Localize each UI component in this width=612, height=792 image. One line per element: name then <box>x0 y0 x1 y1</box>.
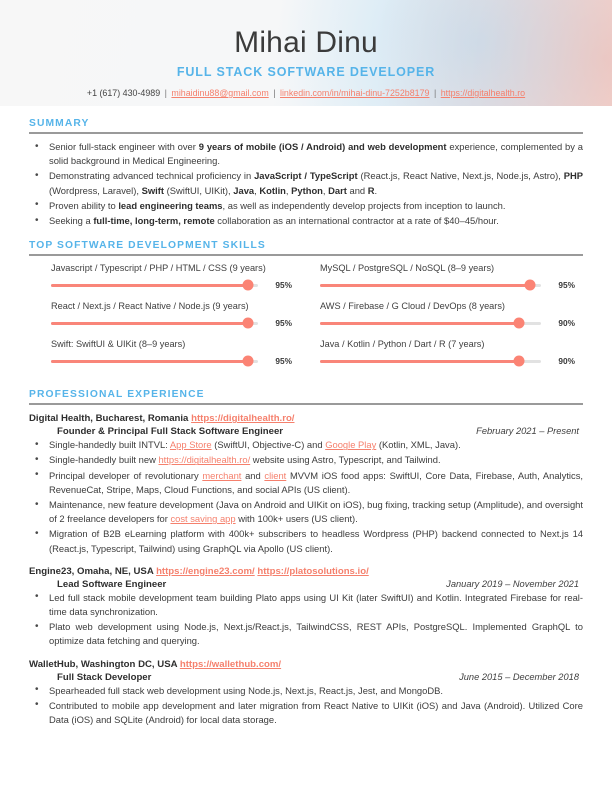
skill-bar-row <box>51 318 292 328</box>
skill-slider-knob[interactable] <box>242 318 253 329</box>
skill-percent-label: 95% <box>558 280 575 291</box>
plain-text: Single-handedly built new <box>49 454 159 466</box>
email-link[interactable]: mihaidinu88@gmail.com <box>171 88 269 98</box>
emphasis-text: 9 years of mobile (iOS / Android) and web development <box>198 141 447 152</box>
skill-slider-fill <box>51 360 248 363</box>
skills-grid <box>29 263 583 377</box>
job-dates: January 2019 – November 2021 <box>446 578 579 589</box>
plain-text: (Wordpress, Laravel), <box>49 184 142 196</box>
plain-text: Plato web development using Node.js, Next.js/React.js, TailwindCSS, REST APIs, PostgreSQL. Implemented GraphQL to optimize data fetching and querying. <box>49 621 583 647</box>
section-title-summary: SUMMARY <box>29 118 90 129</box>
plain-text: Senior full-stack engineer with over <box>49 141 199 152</box>
job-title-row <box>29 579 583 590</box>
skill-item <box>320 339 575 366</box>
experience-entry <box>29 658 583 728</box>
section-title-experience: PROFESSIONAL EXPERIENCE <box>29 389 205 401</box>
skill-bar-row <box>320 356 575 366</box>
plain-text: MVVM iOS food apps: SwiftUI, Core Data, Firebase, Auth, Analytics, RevenueCat, Stripe, Maps, Cloud Functions, and social APIs (US client). <box>49 469 583 495</box>
skill-label: MySQL / PostgreSQL / NoSQL (8–9 years) <box>320 263 495 274</box>
emphasis-text: Swift <box>141 184 164 196</box>
job-bullet-list <box>29 684 583 728</box>
emphasis-text: Java <box>233 184 255 196</box>
plain-text: Contributed to mobile app development and later migration from React Native to UIKit (iOS) and Java (Android). Utilized Core Data (iOS) and SQLite (Android) for local data storage. <box>49 699 583 726</box>
contact-separator-2: | <box>273 88 276 98</box>
resume-body <box>0 118 612 727</box>
plain-text: Maintenance, new feature development (Java on Android and UIKit on iOS), bug fixing, tracking setup (Amplitude), and oversight of 2 freelance developers for <box>49 499 583 525</box>
skill-percent-label: 90% <box>558 356 575 367</box>
skill-label: Javascript / Typescript / PHP / HTML / CSS (9 years) <box>51 263 266 274</box>
section-rule-skills <box>29 254 583 256</box>
emphasis-text: PHP <box>563 170 583 182</box>
plain-text: (SwiftUI, Objective-C) and <box>211 439 326 451</box>
summary-bullet-list <box>29 140 583 228</box>
skill-bar-row <box>320 280 575 290</box>
section-title-skills: TOP SOFTWARE DEVELOPMENT SKILLS <box>29 240 266 252</box>
emphasis-text: lead engineering teams <box>118 199 223 211</box>
skill-percent-label: 95% <box>275 356 292 367</box>
skill-slider-track[interactable] <box>51 322 258 325</box>
skill-slider-fill <box>51 284 248 287</box>
job-bullet-list <box>29 591 583 649</box>
skills-column-right <box>306 263 583 377</box>
plain-text: Seeking a <box>49 215 94 227</box>
skill-percent-label: 95% <box>275 280 292 291</box>
skill-slider-track[interactable] <box>320 284 541 287</box>
emphasis-text: Kotlin <box>259 184 286 196</box>
contact-separator-3: | <box>433 88 437 98</box>
phone-text: +1 (617) 430-4989 <box>86 88 161 98</box>
job-bullet <box>29 498 583 526</box>
inline-link[interactable]: Google Play <box>325 439 377 451</box>
skill-slider-fill <box>320 284 530 287</box>
plain-text: Single-handedly built INTVL: <box>49 439 170 451</box>
job-bullet <box>29 469 583 497</box>
skill-percent-label: 90% <box>558 318 575 329</box>
skill-label: React / Next.js / React Native / Node.js (9 years) <box>51 301 249 312</box>
skill-slider-fill <box>51 322 248 325</box>
summary-bullet <box>29 169 583 197</box>
skill-slider-track[interactable] <box>320 360 541 363</box>
skill-slider-knob[interactable] <box>524 280 535 291</box>
job-title-row <box>29 672 583 683</box>
inline-link[interactable]: https://engine23.com/ <box>156 565 255 577</box>
skill-slider-track[interactable] <box>320 322 541 325</box>
skill-item <box>51 339 292 366</box>
skill-bar-row <box>51 356 292 366</box>
plain-text: Digital Health, Bucharest, Romania <box>29 413 192 425</box>
skill-item <box>320 263 575 290</box>
plain-text: experience, complemented by a solid background in Medical Engineering. <box>49 141 583 167</box>
plain-text: (Kotlin, XML, Java). <box>376 439 461 451</box>
section-rule-summary <box>29 132 583 134</box>
job-bullet-list <box>29 438 583 556</box>
page-title: Mihai Dinu <box>234 26 378 59</box>
plain-text: WalletHub, Washington DC, USA <box>29 658 180 670</box>
job-title-row <box>29 426 583 437</box>
job-dates: February 2021 – Present <box>476 426 579 437</box>
summary-bullet <box>29 214 583 228</box>
summary-bullet <box>29 140 583 168</box>
section-rule-experience <box>29 403 583 405</box>
header-job-title: FULL STACK SOFTWARE DEVELOPER <box>176 65 436 79</box>
job-bullet <box>29 591 583 619</box>
plain-text: (React.js, React Native, Next.js, Node.js, Astro), <box>357 170 564 182</box>
skill-bar-row <box>51 280 292 290</box>
skill-slider-knob[interactable] <box>513 318 524 329</box>
inline-link[interactable]: https://wallethub.com/ <box>179 658 282 670</box>
inline-link[interactable]: https://platosolutions.io/ <box>257 565 369 577</box>
skill-label: Swift: SwiftUI & UIKit (8–9 years) <box>51 339 186 350</box>
job-role: Founder & Principal Full Stack Software Engineer <box>57 426 284 438</box>
resume-header <box>0 0 612 106</box>
linkedin-link[interactable]: linkedin.com/in/mihai-dinu-7252b8179 <box>279 88 430 98</box>
plain-text: Proven ability to <box>49 199 119 211</box>
inline-link[interactable]: cost saving app <box>170 513 236 525</box>
job-company <box>29 565 583 578</box>
experience-entry <box>29 565 583 649</box>
plain-text: with 100k+ users (US client). <box>235 513 358 525</box>
plain-text: website using Astro, Typescript, and Tailwind. <box>250 454 441 466</box>
job-company <box>29 412 583 425</box>
skill-slider-knob[interactable] <box>242 356 253 367</box>
job-role: Lead Software Engineer <box>57 578 167 590</box>
emphasis-text: R <box>367 184 375 196</box>
plain-text: , <box>285 184 292 196</box>
experience-list <box>29 412 583 727</box>
job-bullet <box>29 684 583 698</box>
emphasis-text: JavaScript / TypeScript <box>254 170 358 182</box>
skill-bar-row <box>320 318 575 328</box>
contact-separator-1: | <box>164 88 167 98</box>
skill-item <box>51 263 292 290</box>
skills-column-left <box>29 263 306 377</box>
plain-text: , <box>254 184 260 196</box>
skill-label: Java / Kotlin / Python / Dart / R (7 years) <box>320 339 485 350</box>
job-bullet <box>29 527 583 555</box>
job-role: Full Stack Developer <box>57 671 152 683</box>
job-bullet <box>29 438 583 452</box>
emphasis-text: Python <box>291 184 323 196</box>
inline-link[interactable]: https://digitalhealth.ro/ <box>191 413 295 425</box>
plain-text: and <box>346 184 368 196</box>
skill-slider-fill <box>320 322 519 325</box>
job-dates: June 2015 – December 2018 <box>459 671 579 682</box>
skill-slider-knob[interactable] <box>242 280 253 291</box>
skill-item <box>320 301 575 328</box>
plain-text: . <box>374 184 378 196</box>
plain-text: Demonstrating advanced technical proficiency in <box>49 170 255 182</box>
inline-link[interactable]: client <box>264 469 287 481</box>
plain-text: Migration of B2B eLearning platform with 400k+ subscribers to headless Wordpress (PHP) backend connected to Next.js 14 (React.js, Typescript, Tailwind) using GraphQL via Apollo (US client). <box>49 528 583 554</box>
inline-link[interactable]: App Store <box>169 439 212 451</box>
inline-link[interactable]: merchant <box>202 469 242 481</box>
job-company <box>29 658 583 671</box>
website-link[interactable]: https://digitalhealth.ro <box>440 88 526 98</box>
emphasis-text: Dart <box>328 184 347 196</box>
experience-entry <box>29 412 583 556</box>
job-bullet <box>29 620 583 648</box>
plain-text: , as well as independently develop projects from inception to launch. <box>222 199 506 211</box>
plain-text: Led full stack mobile development team building Plato apps using UI Kit (later SwiftUI) and Kotlin. Integrated Firebase for real-time data synchronization. <box>49 591 583 618</box>
job-bullet <box>29 453 583 467</box>
inline-link[interactable]: https://digitalhealth.ro/ <box>158 454 251 466</box>
skill-slider-fill <box>320 360 519 363</box>
summary-bullet <box>29 199 583 213</box>
plain-text: (SwiftUI, UIKit), <box>163 184 234 196</box>
contact-line <box>0 87 612 99</box>
skill-item <box>51 301 292 328</box>
plain-text: , <box>322 184 329 196</box>
plain-text: Spearheaded full stack web development using Node.js, Next.js, React.js, Jest, and MongoDB. <box>49 684 443 696</box>
plain-text: and <box>241 469 265 481</box>
skill-slider-knob[interactable] <box>513 356 524 367</box>
skill-label: AWS / Firebase / G Cloud / DevOps (8 years) <box>320 301 505 312</box>
skill-slider-track[interactable] <box>51 284 258 287</box>
emphasis-text: full-time, long-term, remote <box>93 215 215 227</box>
plain-text: Engine23, Omaha, NE, USA <box>29 565 157 577</box>
skill-slider-track[interactable] <box>51 360 258 363</box>
plain-text: collaboration as an international contractor at a rate of $40–45/hour. <box>214 215 499 227</box>
plain-text: Principal developer of revolutionary <box>49 469 203 481</box>
skill-percent-label: 95% <box>275 318 292 329</box>
job-bullet <box>29 699 583 727</box>
